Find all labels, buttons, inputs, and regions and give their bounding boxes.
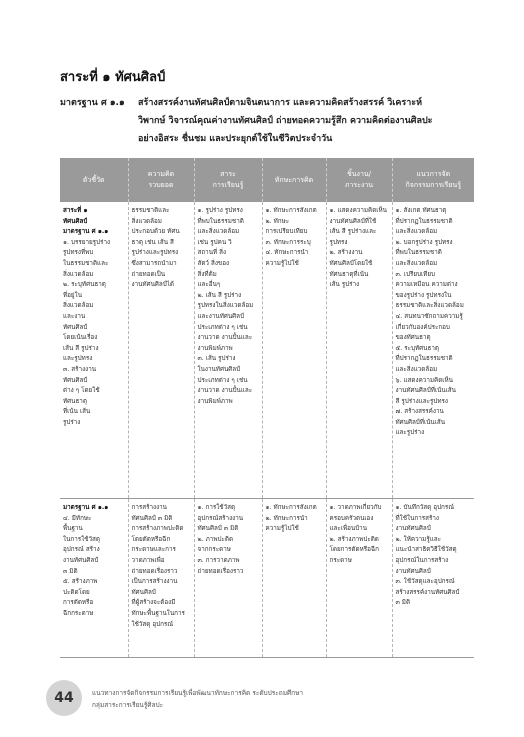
- cell-text: ปะติดโดย: [63, 588, 90, 596]
- cell-text: งานทัศนศิลป์ที่ใช้: [329, 217, 377, 225]
- cell-text: ๔. มีทักษะ: [63, 514, 92, 522]
- cell-text: ๒. ทักษะ: [265, 217, 290, 225]
- cell-text: โดยเน้นเรื่อง: [63, 334, 98, 342]
- cell-text: ๑. การใช้วัสดุ: [197, 504, 236, 511]
- standard-text: [138, 94, 480, 148]
- table-cell: [60, 499, 128, 658]
- cell-text: ๑. บรรยายรูปร่าง: [63, 238, 111, 246]
- standard-line: วิพากษ์ วิจารณ์คุณค่างานทัศนศิลป์ ถ่ายทอดความรู้สึก ความคิดต่องานศิลปะ: [138, 116, 433, 126]
- cell-text: ทัศนศิลป์: [63, 323, 88, 331]
- cell-text: ทัศนศิลป์โดยใช้: [329, 259, 373, 267]
- strand-title: สาระที่ ๑ ทัศนศิลป์: [60, 70, 166, 85]
- cell-text: ประเภทต่าง ๆ เช่น: [197, 376, 248, 384]
- header-label: แนวการจัด: [416, 170, 451, 178]
- cell-text: งานทัศนศิลป์: [395, 567, 431, 575]
- cell-text: ความเหมือน ความต่าง: [395, 281, 458, 289]
- cell-text: ๒. สร้างภาพปะติด: [329, 535, 379, 543]
- cell-text: รูปทรงในสิ่งแวดล้อม: [197, 302, 254, 310]
- cell-text: ๕. สร้างภาพ: [63, 578, 98, 586]
- cell-text: มาตรฐาน ศ ๑.๑: [63, 504, 109, 511]
- cell-text: และงาน: [63, 312, 86, 320]
- cell-text: งานทัศนศิลป์ได้: [131, 281, 174, 289]
- cell-text: และสิ่งแวดล้อม: [395, 259, 438, 267]
- cell-text: ทัศนศิลป์ที่เน้นเส้น: [395, 418, 446, 426]
- cell-text: ทัศนศิลป์: [131, 588, 156, 596]
- cell-text: ๒. ให้ความรู้และ: [395, 535, 441, 543]
- cell-text: ถ่ายทอดเรื่องราว: [131, 567, 178, 575]
- cell-text: ประเภทต่าง ๆ เช่น: [197, 323, 248, 331]
- header-activities: [392, 158, 474, 202]
- table-cell: [194, 499, 262, 658]
- cell-text: งานทัศนศิลป์: [395, 525, 431, 533]
- cell-text: วาดภาพเพื่อ: [131, 556, 165, 564]
- cell-text: รูปทรง: [329, 238, 348, 246]
- cell-text: สถานที่ สิ่ง: [197, 249, 227, 257]
- table-row: [60, 499, 474, 658]
- cell-text: เช่น รูปคน วิ: [197, 238, 232, 246]
- cell-text: ที่ผู้สร้างจะต้องมี: [131, 599, 176, 607]
- cell-text: ๑. วาดภาพเกี่ยวกับ: [329, 504, 382, 511]
- cell-text: มาตรฐาน ศ ๑.๑: [63, 228, 109, 236]
- table-cell: [392, 499, 474, 658]
- cell-text: ทัศนศิลป์ ๓ มิติ: [197, 525, 239, 533]
- standard-statement: [60, 94, 480, 148]
- cell-text: และรูปร่าง: [395, 429, 425, 437]
- cell-text: การสร้างภาพปะติด: [131, 525, 184, 533]
- footer-book-title: แนวทางการจัดกิจกรรมการเรียนรู้เพื่อพัฒนาทักษะการคิด ระดับประถมศึกษา: [92, 689, 303, 697]
- table-row: [60, 202, 474, 499]
- standard-code: มาตรฐาน ศ ๑.๑: [60, 98, 125, 108]
- cell-text: ทัศนศิลป์: [63, 376, 88, 384]
- cell-text: สิ่งแวดล้อม: [63, 270, 94, 278]
- table-header-row: [60, 158, 474, 202]
- table-cell: [194, 202, 262, 499]
- cell-text: งานพิมพ์ภาพ: [197, 344, 233, 352]
- cell-text: ๗. สร้างสรรค์งาน: [395, 408, 444, 416]
- cell-text: พื้นฐาน: [63, 525, 83, 533]
- cell-text: ต่าง ๆ โดยใช้: [63, 387, 100, 395]
- cell-text: และเพื่อนบ้าน: [329, 525, 368, 533]
- header-indicator: [60, 158, 128, 202]
- cell-text: ๑. รูปร่าง รูปทรง: [197, 207, 243, 214]
- cell-text: อุปกรณ์สร้างงาน: [197, 514, 244, 522]
- cell-text: ๕. ระบุทัศนธาตุ: [395, 344, 439, 352]
- cell-text: ที่ปรากฏในธรรมชาติ: [395, 355, 453, 363]
- standard-line: สร้างสรรค์งานทัศนศิลป์ตามจินตนาการ และความคิดสร้างสรรค์ วิเคราะห์: [138, 98, 423, 108]
- cell-text: งานทัศนศิลป์: [63, 556, 99, 564]
- cell-text: ทัศนธาตุ: [63, 397, 87, 405]
- cell-text: ของทัศนธาตุ: [395, 334, 431, 342]
- header-label: ภาระงาน: [344, 181, 374, 189]
- cell-text: ธรรมชาติและ: [131, 207, 170, 214]
- cell-text: ในการใช้วัสดุ: [63, 535, 100, 543]
- cell-text: สิ่งแวดล้อม: [131, 217, 162, 225]
- table-cell: [128, 202, 194, 499]
- cell-text: ทักษะพื้นฐานในการ: [131, 609, 185, 617]
- cell-text: การตัดหรือ: [63, 599, 94, 607]
- table-cell: [128, 499, 194, 658]
- cell-text: จากกระดาษ: [197, 546, 231, 554]
- header-content: [194, 158, 262, 202]
- header-label: ชิ้นงาน/: [346, 170, 372, 178]
- cell-text: ๑. สังเกต ทัศนธาตุ: [395, 207, 447, 214]
- cell-text: อุปกรณ์ สร้าง: [63, 546, 100, 554]
- cell-text: ๑. ทักษะการสังเกต: [265, 207, 317, 214]
- cell-text: สาระที่ ๑: [63, 207, 88, 214]
- cell-text: กระดาษ: [329, 556, 352, 564]
- cell-text: งานวาด งานปั้นและ: [197, 334, 253, 342]
- cell-text: ซึ่งสามารถนำมา: [131, 259, 177, 267]
- cell-text: ทัศนธาตุที่เน้น: [329, 270, 369, 278]
- page-number: 44: [46, 680, 82, 716]
- cell-text: ที่ปรากฏในธรรมชาติ: [395, 217, 453, 225]
- cell-text: ความรู้ไปใช้: [265, 259, 299, 267]
- footer-subject: กลุ่มสาระการเรียนรู้ศิลปะ: [92, 701, 164, 709]
- cell-text: งานทัศนศิลป์ที่เน้นเส้น: [395, 387, 456, 395]
- cell-text: กระดาษและการ: [131, 546, 176, 554]
- cell-text: งานพิมพ์ภาพ: [197, 397, 233, 405]
- cell-text: ๒. บอกรูปร่าง รูปทรง: [395, 238, 453, 246]
- cell-text: สัตว์ สิ่งของ: [197, 259, 230, 267]
- cell-text: การเปรียบเทียบ: [265, 228, 308, 236]
- cell-text: ๒. สร้างงาน: [329, 249, 363, 257]
- cell-text: ที่พบในธรรมชาติ: [395, 249, 442, 257]
- header-label: ตัวชี้วัด: [82, 175, 105, 184]
- cell-text: รูปร่าง: [63, 418, 81, 426]
- cell-text: ธรรมชาติและสิ่งแวดล้อม: [395, 302, 464, 310]
- cell-text: ความรู้ไปใช้: [265, 525, 299, 533]
- cell-text: ที่พบในธรรมชาติ: [197, 217, 244, 225]
- cell-text: และรูปทรง: [63, 355, 93, 363]
- cell-text: ๒. ทักษะการนำ: [265, 514, 308, 522]
- cell-text: และสิ่งแวดล้อม: [395, 365, 438, 373]
- cell-text: ๓. ใช้วัสดุและอุปกรณ์: [395, 578, 455, 586]
- table-cell: [392, 202, 474, 499]
- header-label: การเรียนรู้: [212, 181, 244, 189]
- cell-text: เส้น สี รูปร่างและ: [329, 228, 377, 236]
- cell-text: และสิ่งแวดล้อม: [395, 228, 438, 236]
- cell-text: สร้างสรรค์งานทัศนศิลป์: [395, 588, 460, 596]
- cell-text: ที่อยู่ใน: [63, 291, 83, 299]
- cell-text: ในธรรมชาติและ: [63, 259, 109, 267]
- header-label: กิจกรรมการเรียนรู้: [405, 181, 461, 189]
- cell-text: สี รูปร่างและรูปทรง: [395, 397, 449, 405]
- cell-text: ๓. สร้างงาน: [63, 365, 97, 373]
- cell-text: อุปกรณ์ในการสร้าง: [395, 556, 449, 564]
- cell-text: และสิ่งแวดล้อม: [197, 228, 240, 236]
- cell-text: ๔. ทักษะการนำ: [265, 249, 309, 257]
- table-cell: [326, 202, 392, 499]
- cell-text: ๓. เปรียบเทียบ: [395, 270, 436, 278]
- cell-text: เส้น รูปร่าง: [329, 281, 360, 289]
- header-label: ความคิด: [147, 170, 175, 178]
- cell-text: รูปร่างและรูปทรง: [131, 249, 179, 257]
- header-label: ทักษะการคิด: [274, 175, 314, 184]
- table-cell: [60, 202, 128, 499]
- cell-text: งานวาด งานปั้นและ: [197, 387, 253, 395]
- cell-text: ใช้วัสดุ อุปกรณ์: [131, 620, 174, 628]
- cell-text: ๒. ระบุทัศนธาตุ: [63, 281, 106, 289]
- cell-text: ๔. สนทนาซักถามความรู้: [395, 312, 463, 320]
- cell-text: การสร้างงาน: [131, 504, 167, 511]
- cell-text: ๑. ทักษะการสังเกต: [265, 504, 317, 511]
- cell-text: ๑. บันทึกวัสดุ อุปกรณ์: [395, 504, 455, 511]
- cell-text: ๓. ทักษะการระบุ: [265, 238, 311, 246]
- header-label: รวบยอด: [148, 181, 174, 189]
- table-cell: [262, 499, 326, 658]
- cell-text: เกี่ยวกับองค์ประกอบ: [395, 323, 450, 331]
- cell-text: สิ่งที่ต้ม: [197, 270, 217, 278]
- cell-text: ๖. แสดงความคิดเห็น: [395, 376, 453, 384]
- cell-text: ธาตุ เช่น เส้น สี: [131, 238, 174, 246]
- cell-text: เส้น สี รูปร่าง: [63, 344, 99, 352]
- cell-text: สิ่งแวดล้อม: [63, 302, 94, 310]
- cell-text: ของรูปร่าง รูปทรงใน: [395, 291, 452, 299]
- cell-text: ๑. แสดงความคิดเห็น: [329, 207, 387, 214]
- cell-text: และอื่นๆ: [197, 281, 221, 289]
- header-work-task: [326, 158, 392, 202]
- cell-text: ถ่ายทอดเป็น: [131, 270, 166, 278]
- cell-text: ที่เน้น เส้น: [63, 408, 91, 416]
- table-cell: [326, 499, 392, 658]
- cell-text: ประกอบด้วย ทัศน: [131, 228, 180, 236]
- cell-text: โดยการตัดหรือฉีก: [329, 546, 379, 554]
- cell-text: ที่ใช้ในการสร้าง: [395, 514, 439, 522]
- cell-text: ๓. เส้น รูปร่าง: [197, 355, 236, 363]
- cell-text: ๓ มิติ: [395, 599, 411, 607]
- header-label: สาระ: [220, 170, 236, 178]
- cell-text: เป็นการสร้างงาน: [131, 578, 178, 586]
- cell-text: ฉีกกระดาษ: [63, 609, 94, 617]
- cell-text: ทัศนศิลป์ ๓ มิติ: [131, 514, 173, 522]
- cell-text: ในงานทัศนศิลป์: [197, 365, 241, 373]
- header-thinking-skill: [262, 158, 326, 202]
- standard-line: อย่างอิสระ ชื่นชม และประยุกต์ใช้ในชีวิตประจำวัน: [138, 134, 333, 144]
- curriculum-table: [60, 158, 474, 658]
- cell-text: โดยตัดหรือฉีก: [131, 535, 171, 543]
- cell-text: ๓. การวาดภาพ: [197, 556, 240, 564]
- cell-text: ทัศนศิลป์: [63, 217, 88, 225]
- cell-text: ครอบครัวตนเอง: [329, 514, 374, 522]
- cell-text: ๓ มิติ: [63, 567, 78, 575]
- table-cell: [262, 202, 326, 499]
- cell-text: รูปทรงที่พบ: [63, 249, 94, 257]
- page-footer: [46, 680, 486, 720]
- cell-text: และงานทัศนศิลป์: [197, 312, 245, 320]
- cell-text: ๒. เส้น สี รูปร่าง: [197, 291, 242, 299]
- cell-text: ถ่ายทอดเรื่องราว: [197, 567, 244, 575]
- cell-text: ๒. ภาพปะติด: [197, 535, 234, 543]
- cell-text: แนะนำสาธิตวิธีใช้วัสดุ: [395, 546, 457, 554]
- header-concept: [128, 158, 194, 202]
